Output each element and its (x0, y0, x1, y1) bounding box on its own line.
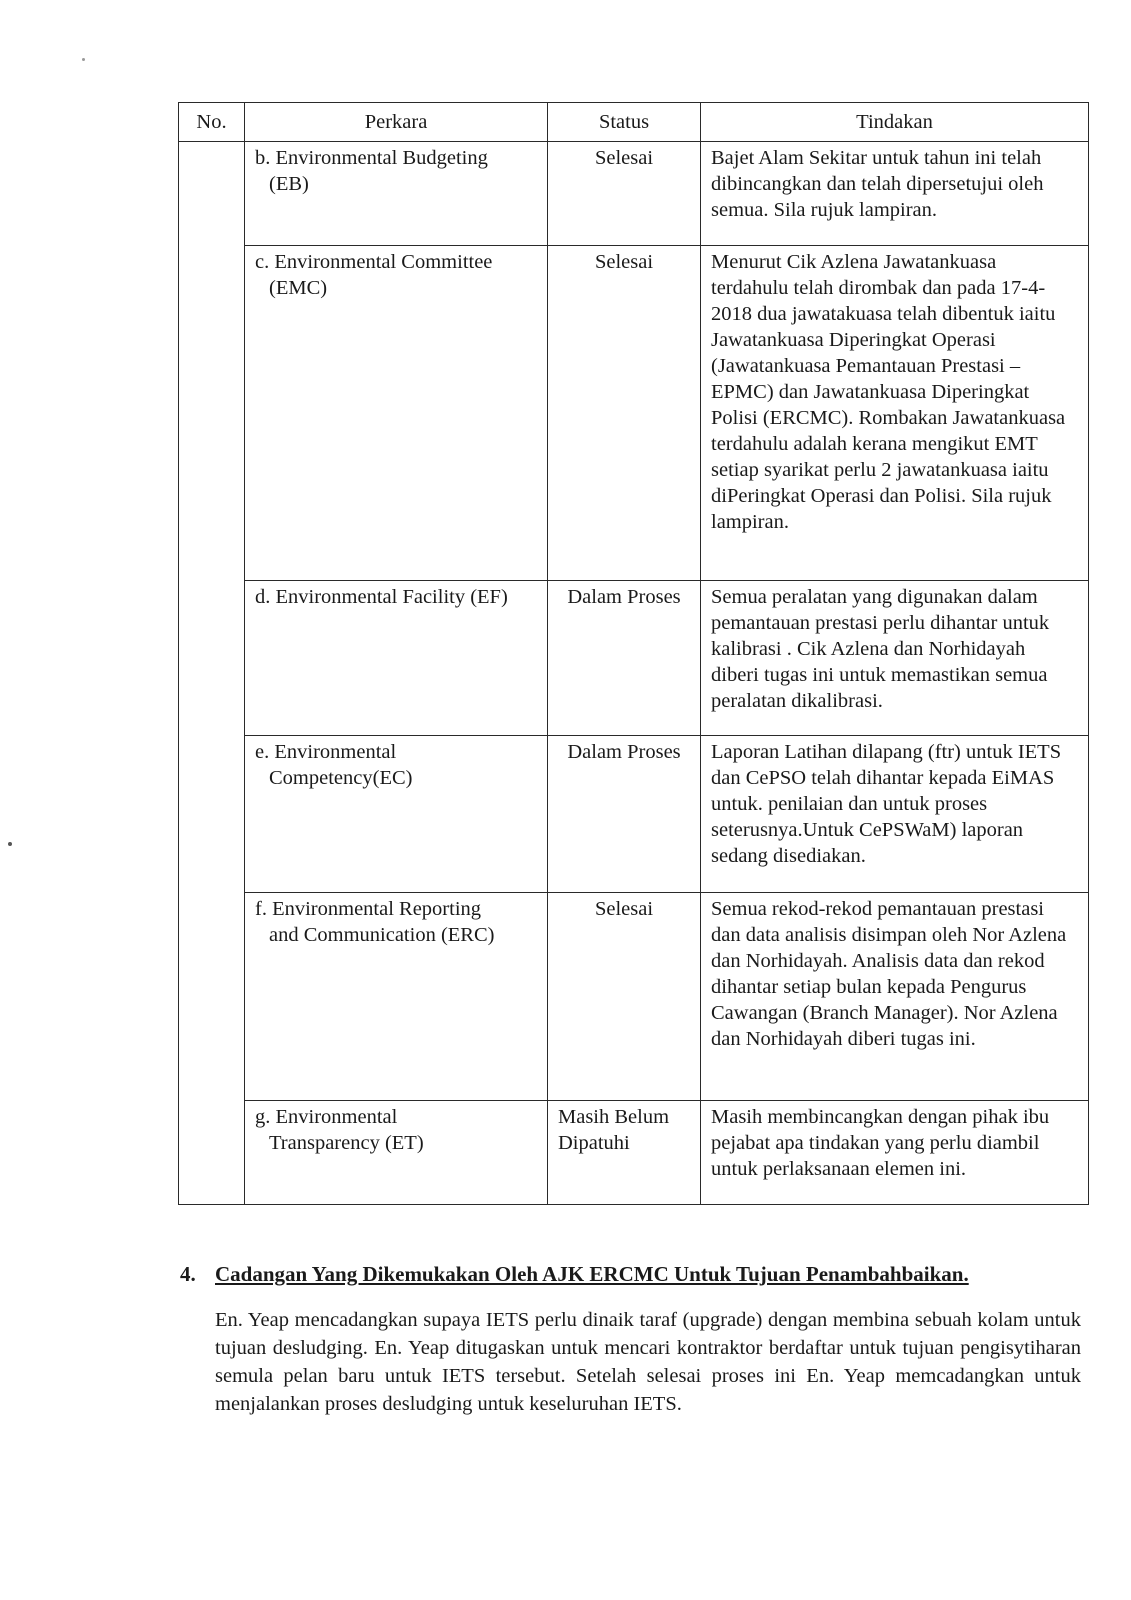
perkara-cell (245, 581, 548, 736)
perkara-text: (EMC) (269, 277, 328, 299)
table-row (179, 246, 1089, 581)
perkara-text: Competency(EC) (269, 767, 413, 789)
perkara-text: and Communication (ERC) (269, 924, 495, 946)
perkara-text: e. Environmental (255, 741, 397, 763)
header-tindakan: Tindakan (701, 103, 1089, 142)
header-perkara: Perkara (245, 103, 548, 142)
table-row (179, 142, 1089, 246)
status-cell: Selesai (548, 246, 701, 581)
perkara-cell (245, 893, 548, 1101)
no-cell (179, 142, 245, 1205)
perkara-text: f. Environmental Reporting (255, 898, 482, 920)
header-no: No. (179, 103, 245, 142)
perkara-text: Transparency (ET) (269, 1132, 424, 1154)
section-title: Cadangan Yang Dikemukakan Oleh AJK ERCMC Untuk Tujuan Penambahbaikan. (215, 1262, 969, 1286)
table-row (179, 1101, 1089, 1205)
tindakan-cell: Semua peralatan yang digunakan dalam pemantauan prestasi perlu dihantar untuk kalibrasi . Cik Azlena dan Norhidayah diberi tugas ini untuk memastikan semua peralatan dikalibrasi. (701, 581, 1089, 736)
perkara-cell (245, 1101, 548, 1205)
section-4-heading (180, 1262, 1080, 1287)
status-cell: Dalam Proses (548, 736, 701, 893)
table-row (179, 736, 1089, 893)
minutes-table (178, 102, 1089, 1205)
tindakan-cell: Menurut Cik Azlena Jawatankuasa terdahulu telah dirombak dan pada 17-4-2018 dua jawatakuasa telah dibentuk iaitu Jawatankuasa Diperingkat Operasi (Jawatankuasa Pemantauan Prestasi – EPMC) dan Jawatankuasa Diperingkat Polisi (ERCMC). Rombakan Jawatankuasa terdahulu adalah kerana mengikut EMT setiap syarikat perlu 2 jawatankuasa iaitu diPeringkat Operasi dan Polisi. Sila rujuk lampiran. (701, 246, 1089, 581)
tindakan-cell: Masih membincangkan dengan pihak ibu pejabat apa tindakan yang perlu diambil untuk perlaksanaan elemen ini. (701, 1101, 1089, 1205)
perkara-text: (EB) (269, 173, 309, 195)
status-cell: Selesai (548, 893, 701, 1101)
tindakan-cell: Semua rekod-rekod pemantauan prestasi dan data analisis disimpan oleh Nor Azlena dan Norhidayah. Analisis data dan rekod dihantar setiap bulan kepada Pengurus Cawangan (Branch Manager). Nor Azlena dan Norhidayah diberi tugas ini. (701, 893, 1089, 1101)
perkara-text: b. Environmental Budgeting (255, 147, 488, 169)
scan-speck (82, 58, 85, 61)
perkara-text: g. Environmental (255, 1106, 398, 1128)
tindakan-cell: Bajet Alam Sekitar untuk tahun ini telah dibincangkan dan telah dipersetujui oleh semua. Sila rujuk lampiran. (701, 142, 1089, 246)
perkara-text: c. Environmental Committee (255, 251, 493, 273)
header-status: Status (548, 103, 701, 142)
perkara-cell (245, 246, 548, 581)
table-row (179, 581, 1089, 736)
section-4-paragraph: En. Yeap mencadangkan supaya IETS perlu dinaik taraf (upgrade) dengan membina sebuah kolam untuk tujuan desludging. En. Yeap ditugaskan untuk mencari kontraktor berdaftar untuk tujuan pengisytiharan semula pelan baru untuk IETS tersebut. Setelah selesai proses ini En. Yeap memcadangkan untuk menjalankan proses desludging untuk keseluruhan IETS. (215, 1309, 1081, 1415)
perkara-cell (245, 736, 548, 893)
section-number: 4. (180, 1262, 196, 1286)
perkara-text: d. Environmental Facility (EF) (255, 586, 508, 608)
table-row (179, 893, 1089, 1101)
table-header-row (179, 103, 1089, 142)
status-cell: Selesai (548, 142, 701, 246)
status-cell: Masih Belum Dipatuhi (548, 1101, 701, 1205)
status-cell: Dalam Proses (548, 581, 701, 736)
scan-speck (8, 842, 12, 846)
tindakan-cell: Laporan Latihan dilapang (ftr) untuk IETS dan CePSO telah dihantar kepada EiMAS untuk. penilaian dan untuk proses seterusnya.Untuk CePSWaM) laporan sedang disediakan. (701, 736, 1089, 893)
perkara-cell (245, 142, 548, 246)
